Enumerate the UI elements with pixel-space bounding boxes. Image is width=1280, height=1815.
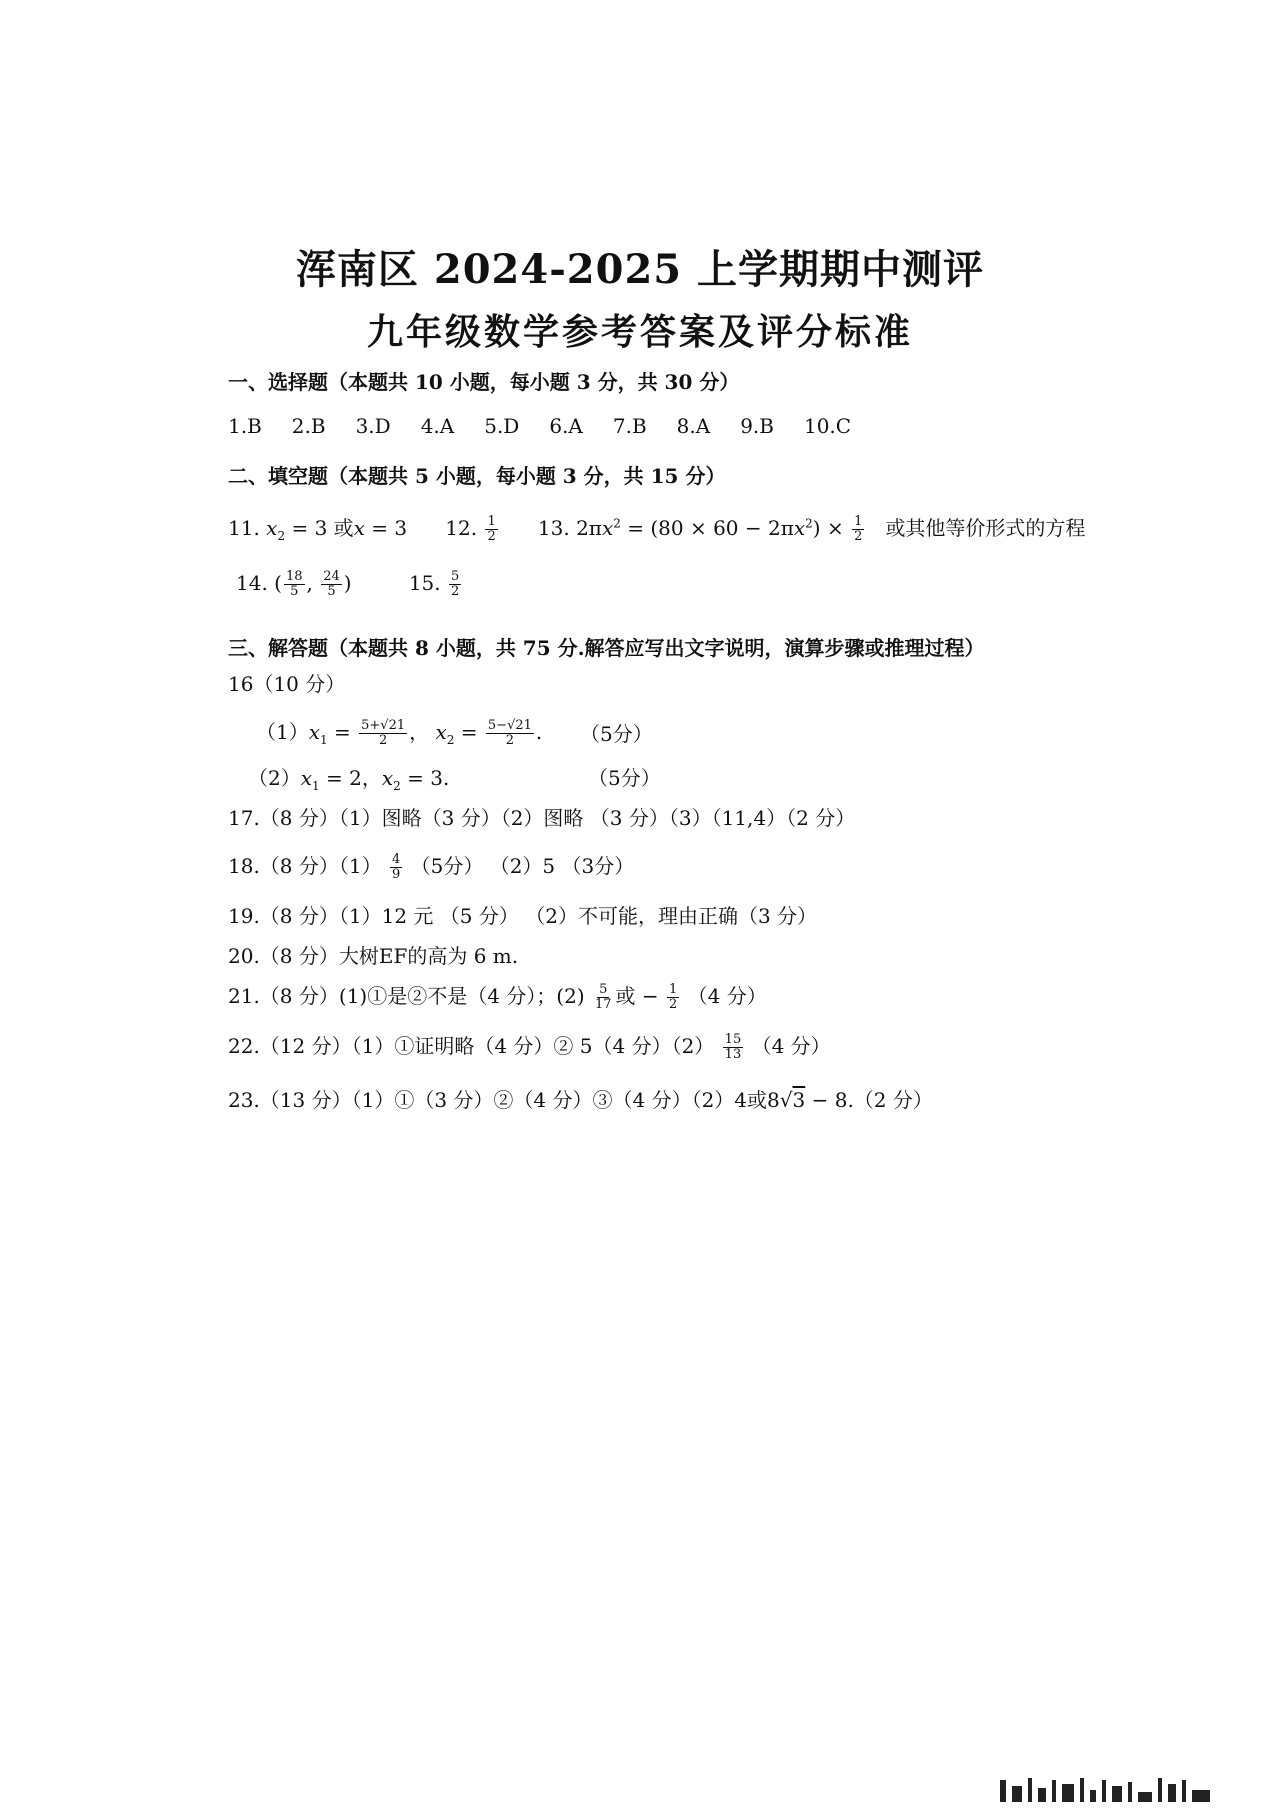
q16-fraction-2: $\frac{5-√21}{2}$ — [487, 718, 532, 748]
q15-fraction: $\frac{5}{2}$ — [451, 569, 460, 599]
q14-fraction-2: $\frac{24}{5}$ — [323, 569, 340, 599]
q12-fraction: $\frac{1}{2}$ — [487, 514, 496, 544]
answer-9: 9.B — [740, 414, 774, 438]
q12-number: 12. — [445, 516, 478, 540]
q19-answer: 19.（8 分）（1）12 元 （5 分） （2）不可能，理由正确（3 分） — [228, 904, 818, 928]
multiple-choice-answers — [228, 414, 881, 438]
answer-8: 8.A — [676, 414, 711, 438]
section-3-heading: 三、解答题（本题共 8 小题，共 75 分.解答应写出文字说明，演算步骤或推理过程） — [228, 636, 985, 660]
page-title: 浑南区 2024-2025 上学期期中测评 — [295, 246, 985, 293]
q14-fraction-1: $\frac{18}{5}$ — [285, 569, 303, 599]
q11-number: 11. — [228, 516, 260, 540]
q22-answer: 22.（12 分）（1）①证明略（4 分）② 5（4 分）（2） $\frac{15}{13}$ （4 分） — [228, 1032, 831, 1062]
q16-part-1-score: （5分） — [580, 722, 653, 746]
q23-radicand: 3 — [792, 1088, 806, 1112]
answer-14-15-line: 14. ( $\frac{18}{5}$ , $\frac{24}{5}$ ) 15. $\frac{5}{2}$ — [236, 569, 460, 599]
answer-11-13-line: 11. $x_2 = 3$ 或x = 3 12. $\frac{1}{2}$ 13. $2\pi x^2 = (80 \times 60 - 2\pi x^2)$ × $\frac{1}{2}$ 或其他等价形式的方程 — [228, 514, 1086, 544]
q17-answer: 17.（8 分）（1）图略（3 分）（2）图略 （3 分）（3）（11,4）（2 分） — [228, 806, 856, 830]
scan-artifact-bars — [1000, 1774, 1260, 1802]
q14-number: 14. — [236, 571, 268, 595]
q21-answer: 21.（8 分）(1)①是②不是（4 分）；(2) $\frac{5}{17}$ 或 − $\frac{1}{2}$ （4 分） — [228, 982, 767, 1012]
q13-part-a: 2π — [576, 516, 602, 540]
q16-part-2-score: （5分） — [588, 766, 661, 790]
answer-10: 10.C — [803, 414, 852, 438]
answer-1: 1.B — [228, 414, 262, 438]
answer-4: 4.A — [420, 414, 455, 438]
q15-number: 15. — [408, 571, 441, 595]
q18-answer: 18.（8 分）（1） $\frac{4}{9}$ （5分） （2）5 （3分） — [228, 852, 635, 882]
q22-fraction: $\frac{15}{13}$ — [724, 1032, 742, 1062]
q13-fraction: $\frac{1}{2}$ — [854, 514, 863, 544]
q13-note: 或其他等价形式的方程 — [885, 516, 1086, 540]
q11-answer: = 3 或 — [291, 516, 354, 540]
q16-fraction-1: $\frac{5+√21}{2}$ — [361, 718, 406, 748]
page-subtitle: 九年级数学参考答案及评分标准 — [366, 311, 913, 353]
q13-part-c: ) × — [812, 516, 844, 540]
q23-answer: 23.（13 分）（1）①（3 分）②（4 分）③（4 分）（2）4或8√3 − 8.（2 分） — [228, 1088, 933, 1112]
answer-2: 2.B — [291, 414, 326, 438]
q18-fraction: $\frac{4}{9}$ — [391, 852, 401, 882]
q16-part-1: $(1)x_1$ = $\frac{5+√21}{2}$ ， $x_2$ = $\frac{5-√21}{2}$ . — [256, 718, 543, 748]
q20-answer: 20.（8 分）大树EF的高为 6 m. — [228, 944, 519, 968]
section-2-heading: 二、填空题（本题共 5 小题，每小题 3 分，共 15 分） — [228, 464, 726, 488]
answer-6: 6.A — [549, 414, 583, 438]
q16-part-2: $(2)x_1 = 2$，$x_2 = 3$. — [248, 766, 450, 793]
q13-part-b: = (80 × 60 − 2π — [627, 516, 794, 540]
q13-number: 13. — [537, 516, 570, 540]
section-1-heading: 一、选择题（本题共 10 小题，每小题 3 分，共 30 分） — [228, 370, 740, 394]
answer-7: 7.B — [612, 414, 647, 438]
answer-3: 3.D — [355, 414, 391, 438]
q21-fraction-1: $\frac{5}{17}$ — [595, 982, 612, 1012]
q16-heading: 16（10 分） — [228, 672, 346, 696]
q11-answer-2: = 3 — [371, 516, 408, 540]
answer-5: 5.D — [484, 414, 520, 438]
q21-fraction-2: $\frac{1}{2}$ — [669, 982, 678, 1012]
